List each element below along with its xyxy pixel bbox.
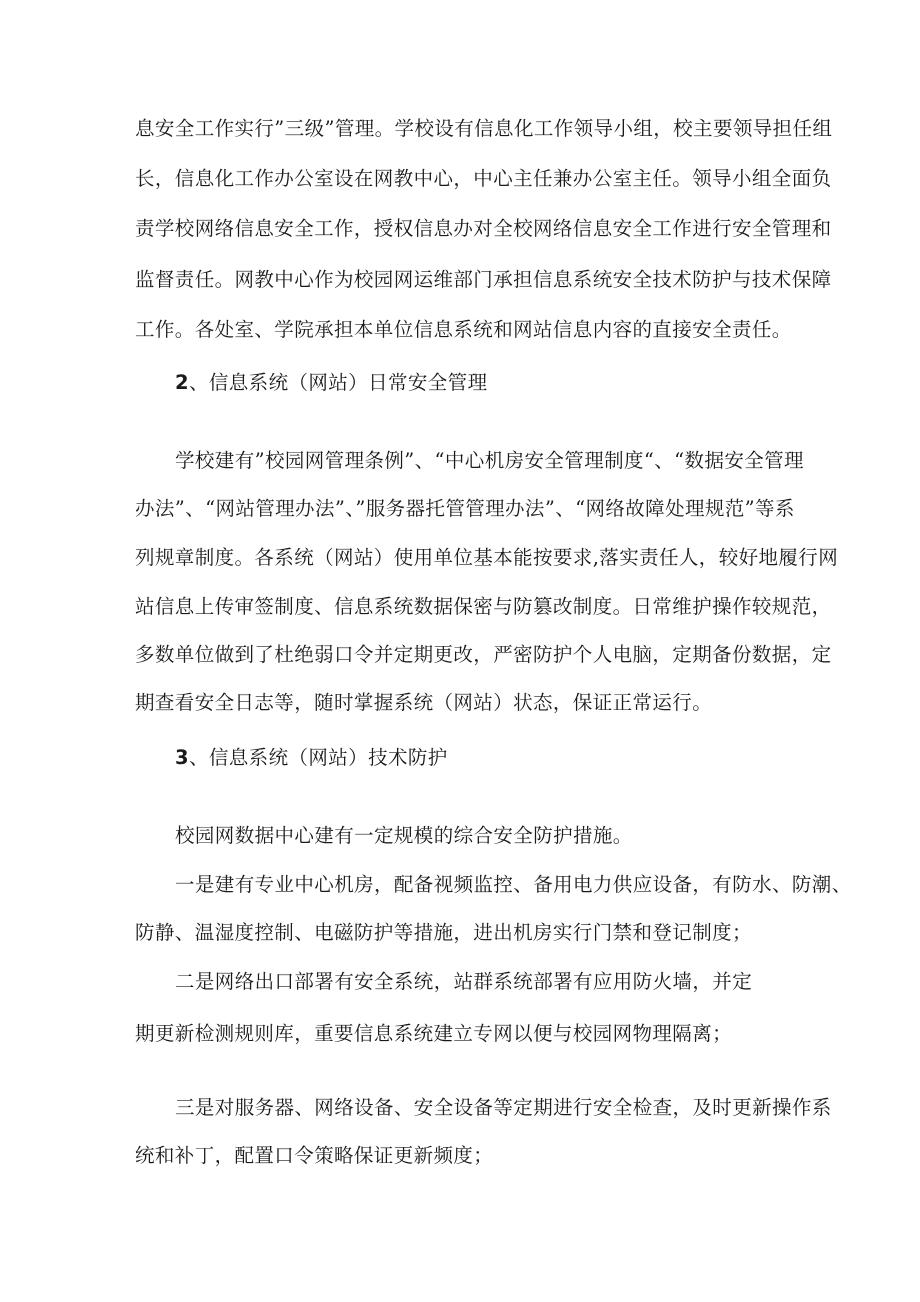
paragraph-1-line-3: 责学校网络信息安全工作，授权信息办对全校网络信息安全工作进行安全管理和	[135, 217, 832, 240]
paragraph-3-line-6: 三是对服务器、网络设备、安全设备等定期进行安全检查，及时更新操作系	[175, 1096, 832, 1119]
paragraph-3-line-1: 校园网数据中心建有一定规模的综合安全防护措施。	[175, 824, 633, 847]
paragraph-3-line-5: 期更新检测规则库，重要信息系统建立专网以便与校园网物理隔离；	[135, 1022, 733, 1045]
paragraph-1-line-4: 监督责任。网教中心作为校园网运维部门承担信息系统安全技术防护与技术保障	[135, 268, 832, 291]
paragraph-3-line-2: 一是建有专业中心机房，配备视频监控、备用电力供应设备，有防水、防潮、	[175, 873, 852, 896]
paragraph-1-line-1: 息安全工作实行”三级”管理。学校设有信息化工作领导小组，校主要领导担任组	[135, 117, 833, 140]
section-heading-2-text: 、信息系统（网站）日常安全管理	[188, 371, 488, 394]
paragraph-1-line-5: 工作。各处室、学院承担本单位信息系统和网站信息内容的直接安全责任。	[135, 318, 792, 341]
section-heading-3	[175, 745, 835, 771]
paragraph-2-line-3: 列规章制度。各系统（网站）使用单位基本能按要求,落实责任人，较好地履行网	[135, 546, 839, 569]
paragraph-3-line-7: 统和补丁，配置口令策略保证更新频度；	[135, 1144, 494, 1167]
paragraph-2-line-5: 多数单位做到了杜绝弱口令并定期更改，严密防护个人电脑，定期备份数据，定	[135, 643, 832, 666]
paragraph-2-line-6: 期查看安全日志等，随时掌握系统（网站）状态，保证正常运行。	[135, 691, 713, 714]
section-heading-2	[175, 370, 835, 396]
paragraph-2-line-1: 学校建有”校园网管理条例”、“中心机房安全管理制度“、“数据安全管理	[175, 449, 804, 472]
paragraph-2-line-2: 办法”、“网站管理办法”、”服务器托管管理办法”、“网络故障处理规范”等系	[135, 497, 795, 520]
paragraph-3-line-4: 二是网络出口部署有安全系统，站群系统部署有应用防火墙，并定	[175, 970, 753, 993]
section-heading-3-text: 、信息系统（网站）技术防护	[188, 746, 448, 769]
paragraph-2-line-4: 站信息上传审签制度、信息系统数据保密与防篡改制度。日常维护操作较规范，	[135, 595, 832, 618]
paragraph-3-line-3: 防静、温湿度控制、电磁防护等措施，进出机房实行门禁和登记制度；	[135, 921, 752, 944]
section-heading-3-number: 3	[175, 746, 189, 769]
paragraph-1-line-2: 长，信息化工作办公室设在网教中心，中心主任兼办公室主任。领导小组全面负	[135, 167, 832, 190]
section-heading-2-number: 2	[175, 371, 189, 394]
